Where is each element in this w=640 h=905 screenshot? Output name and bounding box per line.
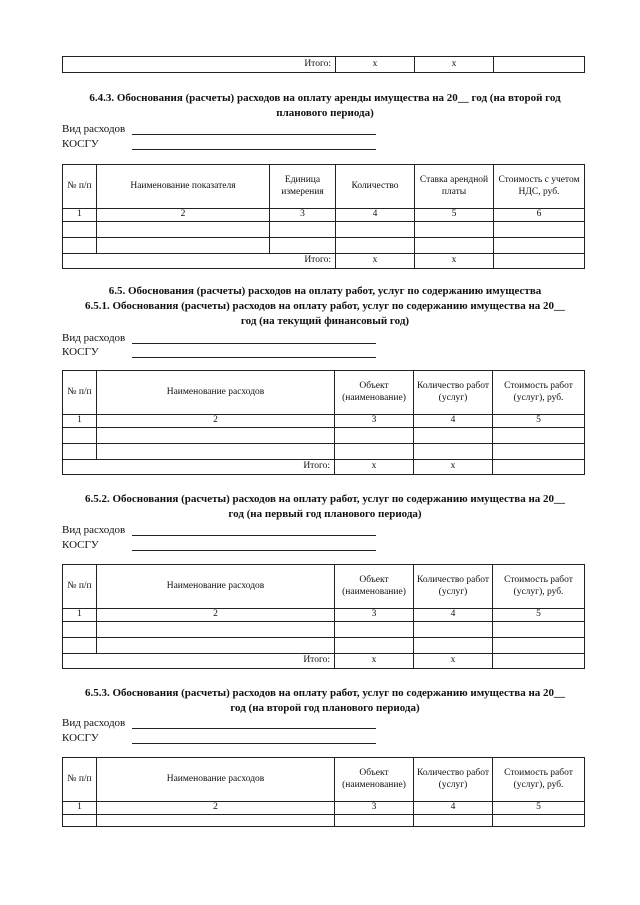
total-cell: x xyxy=(336,57,415,73)
total-label: Итого: xyxy=(63,460,335,475)
total-cell: x xyxy=(336,254,415,269)
total-cell: x xyxy=(415,254,494,269)
col-header: Ставка арендной платы xyxy=(415,165,494,209)
kosgu-field[interactable] xyxy=(132,743,376,744)
table-6-5-2 xyxy=(62,564,585,669)
total-row xyxy=(63,254,585,269)
table-6-4-3 xyxy=(62,164,585,269)
total-cell xyxy=(494,254,585,269)
col-header: Объект (наименование) xyxy=(335,371,414,415)
total-label: Итого: xyxy=(63,57,336,73)
col-header: Объект (наименование) xyxy=(335,758,414,802)
col-header: Количество работ (услуг) xyxy=(414,565,493,609)
expense-kind-label: Вид расходов xyxy=(62,524,126,536)
number-row: 1 2 3 4 5 6 xyxy=(63,209,585,222)
total-row xyxy=(63,654,585,669)
expense-kind-label: Вид расходов xyxy=(62,717,126,729)
table-row xyxy=(63,444,585,460)
table-row xyxy=(63,815,585,827)
total-cell xyxy=(494,57,585,73)
table-row xyxy=(63,238,585,254)
col-header: Количество работ (услуг) xyxy=(414,371,493,415)
table-row xyxy=(63,222,585,238)
col-header: Стоимость работ (услуг), руб. xyxy=(493,565,585,609)
col-header: № п/п xyxy=(63,758,97,802)
number-row: 1 2 3 4 5 xyxy=(63,802,585,815)
header-row xyxy=(63,758,585,802)
section-6-5-3-title: 6.5.3. Обоснования (расчеты) расходов на оплату работ, услуг по содержанию имущества на 20__ год (на второй год планового периода) xyxy=(84,687,566,714)
kosgu-label: КОСГУ xyxy=(62,539,99,551)
number-row: 1 2 3 4 5 xyxy=(63,415,585,428)
total-cell: x xyxy=(414,654,493,669)
top-total-table xyxy=(62,56,585,73)
kosgu-field[interactable] xyxy=(132,149,376,150)
total-cell: x xyxy=(335,460,414,475)
section-6-4-3-title: 6.4.3. Обоснования (расчеты) расходов на оплату аренды имущества на 20__ год (на второй год планового периода) xyxy=(89,92,561,119)
total-cell: x xyxy=(415,57,494,73)
section-6-5-1-title: 6.5.1. Обоснования (расчеты) расходов на оплату работ, услуг по содержанию имущества на 20__ год (на текущий финансовый год) xyxy=(84,300,566,327)
table-row xyxy=(63,622,585,638)
expense-kind-label: Вид расходов xyxy=(62,332,126,344)
col-header: Количество xyxy=(336,165,415,209)
col-header: Стоимость с учетом НДС, руб. xyxy=(494,165,585,209)
kosgu-label: КОСГУ xyxy=(62,138,99,150)
header-row xyxy=(63,565,585,609)
table-6-5-3 xyxy=(62,757,585,827)
expense-kind-field[interactable] xyxy=(132,343,376,344)
col-header: Наименование расходов xyxy=(97,565,335,609)
total-cell xyxy=(493,654,585,669)
kosgu-label: КОСГУ xyxy=(62,346,99,358)
col-header: Наименование расходов xyxy=(97,758,335,802)
section-6-5-2-title: 6.5.2. Обоснования (расчеты) расходов на оплату работ, услуг по содержанию имущества на 20__ год (на первый год планового периода) xyxy=(84,493,566,520)
col-header: Количество работ (услуг) xyxy=(414,758,493,802)
table-row xyxy=(63,428,585,444)
col-header: Наименование расходов xyxy=(97,371,335,415)
kosgu-field[interactable] xyxy=(132,550,376,551)
expense-kind-label: Вид расходов xyxy=(62,123,126,135)
section-6-5-title: 6.5. Обоснования (расчеты) расходов на оплату работ, услуг по содержанию имущества xyxy=(108,285,542,297)
total-cell: x xyxy=(335,654,414,669)
kosgu-label: КОСГУ xyxy=(62,732,99,744)
total-cell xyxy=(493,460,585,475)
col-header: № п/п xyxy=(63,371,97,415)
table-6-5-1 xyxy=(62,370,585,475)
col-header: Стоимость работ (услуг), руб. xyxy=(493,371,585,415)
col-header: Наименование показателя xyxy=(97,165,270,209)
col-header: Стоимость работ (услуг), руб. xyxy=(493,758,585,802)
col-header: Единица измерения xyxy=(270,165,336,209)
expense-kind-field[interactable] xyxy=(132,728,376,729)
expense-kind-field[interactable] xyxy=(132,134,376,135)
total-row xyxy=(63,460,585,475)
col-header: Объект (наименование) xyxy=(335,565,414,609)
total-label: Итого: xyxy=(63,654,335,669)
table-row xyxy=(63,638,585,654)
col-header: № п/п xyxy=(63,165,97,209)
total-cell: x xyxy=(414,460,493,475)
total-row xyxy=(63,57,585,73)
number-row: 1 2 3 4 5 xyxy=(63,609,585,622)
header-row xyxy=(63,165,585,209)
total-label: Итого: xyxy=(63,254,336,269)
header-row xyxy=(63,371,585,415)
col-header: № п/п xyxy=(63,565,97,609)
kosgu-field[interactable] xyxy=(132,357,376,358)
expense-kind-field[interactable] xyxy=(132,535,376,536)
